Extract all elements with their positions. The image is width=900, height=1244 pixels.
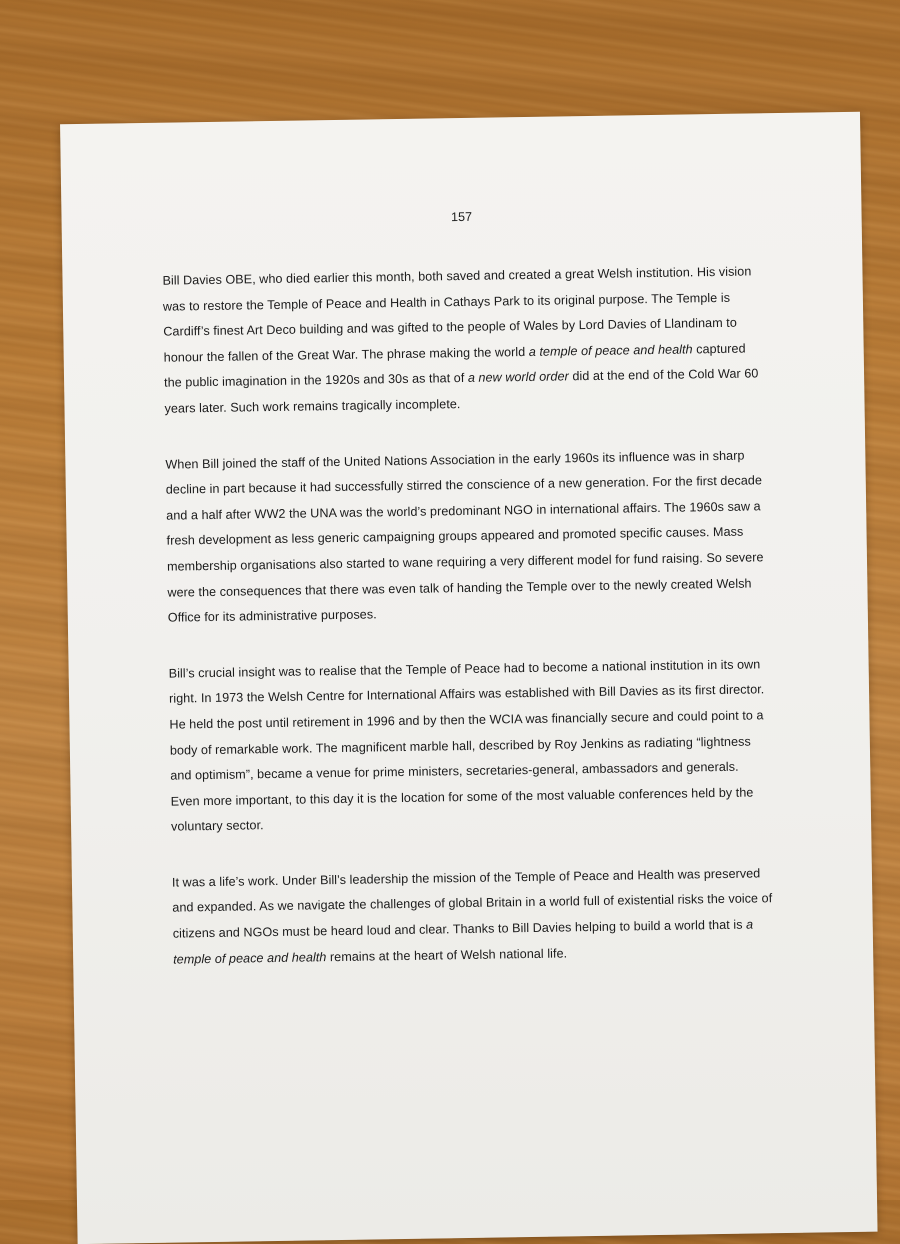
paragraph-4 [172, 861, 774, 973]
text-run: Bill’s crucial insight was to realise that the Temple of Peace had to become a national institution in its own right. In 1973 the Welsh Centre for International Affairs was established with Bill Davies as its first director. He held the post until retirement in 1996 and by then the WCIA was financially secure and could point to a body of remarkable work. The magnificent marble hall, described by Roy Jenkins as radiating “lightness and optimism”, became a venue for prime ministers, secretaries-general, ambassadors and generals. Even more important, to this day it is the location for some of the most valuable conferences held by the voluntary sector. [168, 657, 765, 834]
body-text [162, 259, 773, 1003]
text-run: captured the public imagination in the 1920s and 30s as that of [164, 341, 746, 391]
text-run: remains at the heart of Welsh national life. [326, 946, 568, 964]
italic-phrase-temple: a temple of peace and health [173, 917, 754, 967]
text-run: It was a life’s work. Under Bill’s leadership the mission of the Temple of Peace and Health was preserved and expanded. As we navigate the challenges of global Britain in a world full of existential risks the voice of citizens and NGOs must be heard loud and clear. Thanks to Bill Davies helping to build a world that is [171, 866, 773, 941]
text-run: did at the end of the Cold War 60 years later. Such work remains tragically incomplete. [164, 366, 759, 416]
italic-phrase-temple: a temple of peace and health [528, 342, 693, 359]
page-number: 157 [451, 209, 473, 225]
paper-sheet [60, 112, 877, 1244]
text-run: Bill Davies OBE, who died earlier this month, both saved and created a great Welsh institution. His vision was to restore the Temple of Peace and Health in Cathays Park to its original purpose. The Temple is Cardiff’s finest Art Deco building and was gifted to the people of Wales by Lord Davies of Llandinam to honour the fallen of the Great War. The phrase making the world [162, 264, 752, 365]
text-run: When Bill joined the staff of the United Nations Association in the early 1960s its influence was in sharp decline in part because it had successfully stirred the conscience of a new generation. For the first decade and a half after WW2 the UNA was the world’s predominant NGO in international affairs. The 1960s saw a fresh development as less generic campaigning groups appeared and promoted specific causes. Mass membership organisations also started to wane requiring a very different model for fund raising. So severe were the consequences that there was even talk of handing the Temple over to the newly created Welsh Office for its administrative purposes. [165, 448, 764, 625]
paragraph-3 [168, 652, 771, 841]
italic-phrase-new-world-order: a new world order [467, 369, 569, 386]
paragraph-1 [162, 259, 764, 422]
paragraph-2 [165, 443, 768, 632]
